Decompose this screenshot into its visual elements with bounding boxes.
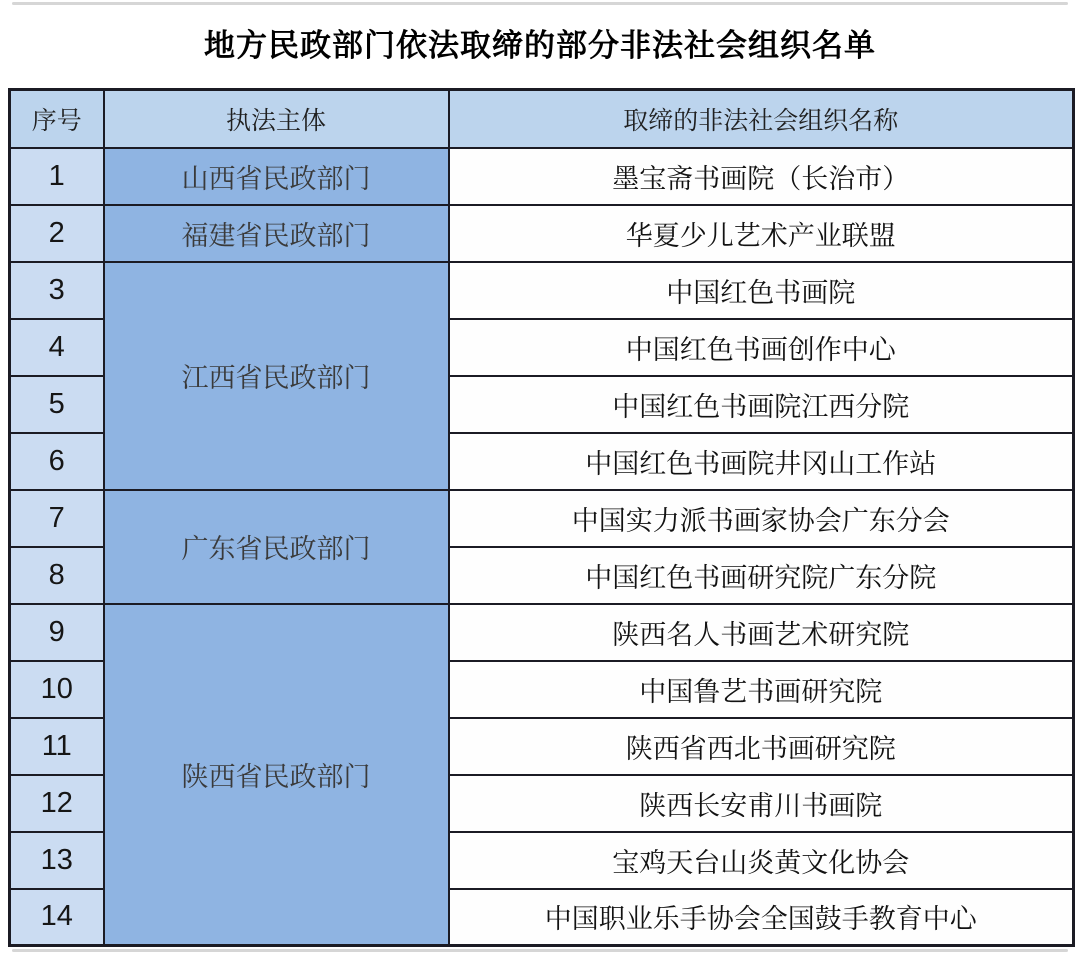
row-number-cell: 4 xyxy=(10,319,104,376)
row-number-cell: 2 xyxy=(10,205,104,262)
row-number-cell: 9 xyxy=(10,604,104,661)
table-header xyxy=(10,90,1074,148)
organization-cell: 华夏少儿艺术产业联盟 xyxy=(449,205,1074,262)
table-row xyxy=(10,205,1074,262)
header-row xyxy=(10,90,1074,148)
table-row xyxy=(10,604,1074,661)
card-border-top xyxy=(12,2,1068,5)
column-header-index: 序号 xyxy=(10,90,104,148)
authority-cell: 陕西省民政部门 xyxy=(104,604,449,946)
organization-cell: 陕西省西北书画研究院 xyxy=(449,718,1074,775)
organization-cell: 墨宝斋书画院（长治市） xyxy=(449,148,1074,205)
organization-cell: 中国红色书画研究院广东分院 xyxy=(449,547,1074,604)
row-number-cell: 5 xyxy=(10,376,104,433)
row-number-cell: 3 xyxy=(10,262,104,319)
organization-cell: 中国实力派书画家协会广东分会 xyxy=(449,490,1074,547)
organization-cell: 中国红色书画院 xyxy=(449,262,1074,319)
authority-cell: 广东省民政部门 xyxy=(104,490,449,604)
organization-cell: 宝鸡天台山炎黄文化协会 xyxy=(449,832,1074,889)
row-number-cell: 12 xyxy=(10,775,104,832)
authority-cell: 山西省民政部门 xyxy=(104,148,449,205)
row-number-cell: 7 xyxy=(10,490,104,547)
organization-cell: 中国职业乐手协会全国鼓手教育中心 xyxy=(449,889,1074,946)
organization-cell: 中国红色书画创作中心 xyxy=(449,319,1074,376)
row-number-cell: 6 xyxy=(10,433,104,490)
column-header-organization: 取缔的非法社会组织名称 xyxy=(449,90,1074,148)
table-row xyxy=(10,490,1074,547)
authority-cell: 福建省民政部门 xyxy=(104,205,449,262)
organization-cell: 中国红色书画院井冈山工作站 xyxy=(449,433,1074,490)
row-number-cell: 10 xyxy=(10,661,104,718)
column-header-authority: 执法主体 xyxy=(104,90,449,148)
card-border-bottom xyxy=(12,949,1068,952)
row-number-cell: 8 xyxy=(10,547,104,604)
table-row xyxy=(10,262,1074,319)
organization-cell: 陕西长安甫川书画院 xyxy=(449,775,1074,832)
table-body xyxy=(10,148,1074,946)
organization-cell: 中国鲁艺书画研究院 xyxy=(449,661,1074,718)
row-number-cell: 14 xyxy=(10,889,104,946)
banned-organizations-table xyxy=(8,88,1075,947)
row-number-cell: 1 xyxy=(10,148,104,205)
authority-cell: 江西省民政部门 xyxy=(104,262,449,490)
table-row xyxy=(10,148,1074,205)
page-title: 地方民政部门依法取缔的部分非法社会组织名单 xyxy=(204,28,876,63)
row-number-cell: 11 xyxy=(10,718,104,775)
organization-cell: 中国红色书画院江西分院 xyxy=(449,376,1074,433)
organization-cell: 陕西名人书画艺术研究院 xyxy=(449,604,1074,661)
row-number-cell: 13 xyxy=(10,832,104,889)
